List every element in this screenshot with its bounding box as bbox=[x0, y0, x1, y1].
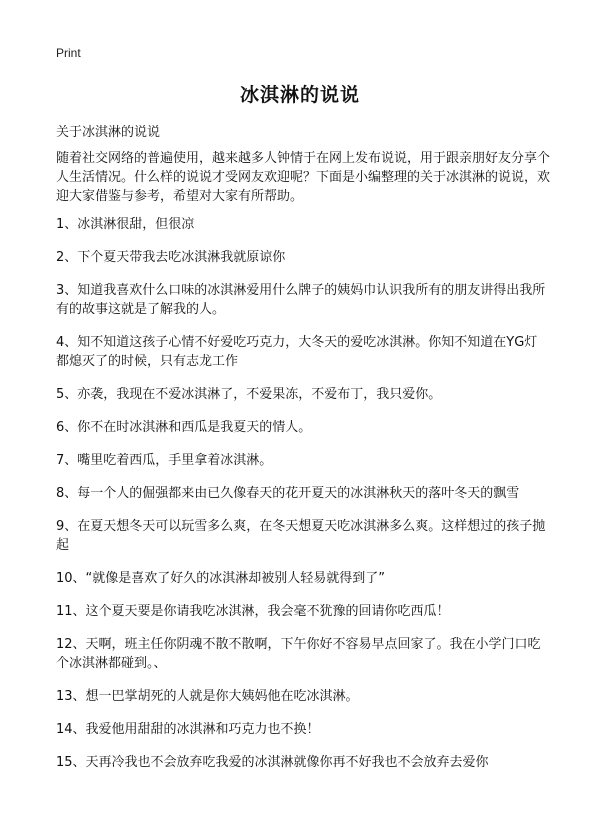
list-item: 1、冰淇淋很甜，但很凉 bbox=[56, 217, 195, 232]
list-item: 8、每一个人的倔强都来由已久像春天的花开夏天的冰淇淋秋天的落叶冬天的飘雪 bbox=[56, 486, 520, 501]
list-item: 12、天啊，班主任你阴魂不散不散啊，下午你好不容易早点回家了。我在小学门口吃个冰淇淋都碰到。、 bbox=[56, 637, 541, 671]
print-link[interactable]: Print bbox=[56, 46, 81, 60]
list-item: 7、嘴里吃着西瓜，手里拿着冰淇淋。 bbox=[56, 453, 273, 468]
list-item: 5、亦袭，我现在不爱冰淇淋了，不爱果冻，不爱布丁，我只爱你。 bbox=[56, 387, 442, 402]
list-item: 13、想一巴掌胡死的人就是你大姨妈他在吃冰淇淋。 bbox=[56, 689, 359, 704]
list-item: 11、这个夏天要是你请我吃冰淇淋，我会毫不犹豫的回请你吃西瓜！ bbox=[56, 604, 450, 619]
list-item: 4、知不知道这孩子心情不好爱吃巧克力，大冬天的爱吃冰淇淋。你知不知道在YG灯都熄灭了的时候，只有志龙工作 bbox=[56, 335, 538, 369]
list-item: 14、我爱他用甜甜的冰淇淋和巧克力也不换！ bbox=[56, 722, 320, 737]
list-item: 6、你不在时冰淇淋和西瓜是我夏天的情人。 bbox=[56, 420, 312, 435]
list-item: 15、天再冷我也不会放弃吃我爱的冰淇淋就像你再不好我也不会放弃去爱你 bbox=[56, 755, 489, 770]
list-item: 2、下个夏天带我去吃冰淇淋我就原谅你 bbox=[56, 250, 286, 265]
list-item: 10、“就像是喜欢了好久的冰淇淋却被别人轻易就得到了” bbox=[56, 571, 386, 586]
document-subtitle: 关于冰淇淋的说说 bbox=[56, 125, 161, 140]
list-item: 3、知道我喜欢什么口味的冰淇淋爱用什么牌子的姨妈巾认识我所有的朋友讲得出我所有的故事这就是了解我的人。 bbox=[56, 283, 546, 317]
list-item: 9、在夏天想冬天可以玩雪多么爽，在冬天想夏天吃冰淇淋多么爽。这样想过的孩子抛起 bbox=[56, 519, 546, 553]
intro-paragraph: 随着社交网络的普遍使用，越来越多人钟情于在网上发布说说，用于跟亲朋好友分享个人生活情况。什么样的说说才受网友欢迎呢？下面是小编整理的关于冰淇淋的说说，欢迎大家借鉴与参考，希望对大家有所帮助。 bbox=[56, 151, 551, 204]
saying-list bbox=[56, 215, 550, 786]
page-title: 冰淇淋的说说 bbox=[239, 84, 360, 106]
